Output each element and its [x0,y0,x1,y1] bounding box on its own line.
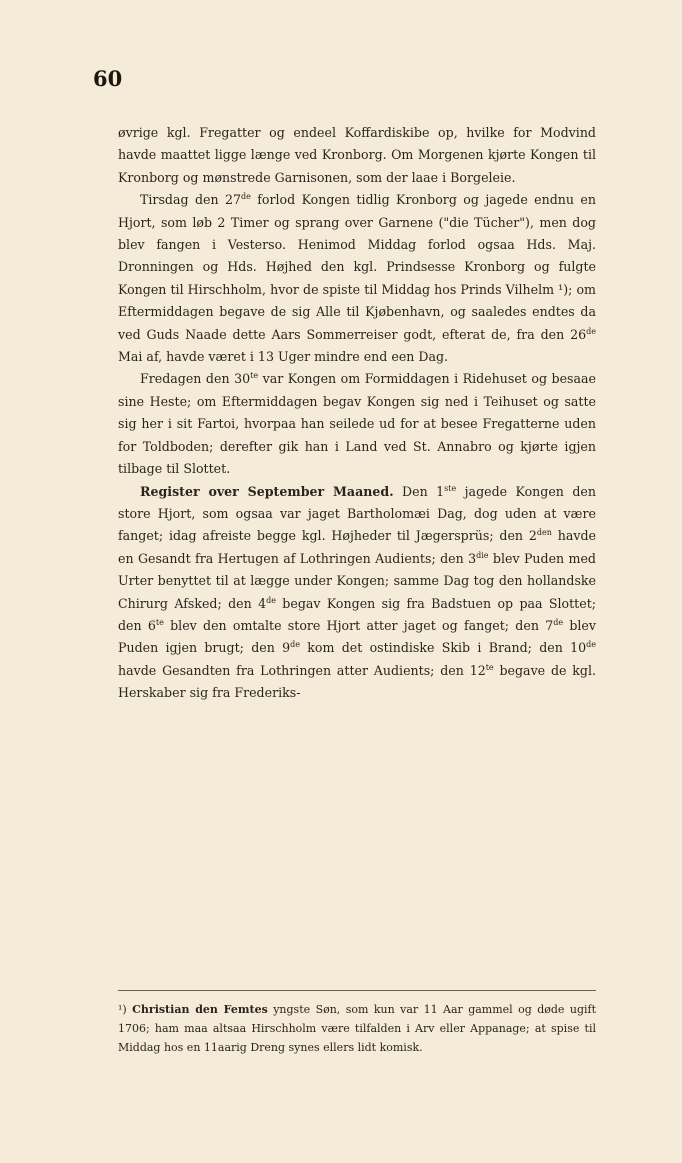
paragraph-continued: øvrige kgl. Fregatter og endeel Koffardiskibe op, hvilke for Modvind havde maattet ligge længe ved Kronborg. Om Morgenen kjørte Kongen til Kronborg og mønstrede Garnisonen, som der laae i Borgeleie. [118,125,596,185]
footnote [118,1000,596,1057]
section-heading: Register over September Maaned. [140,483,394,499]
paragraph-friday: Fredagen den $30^{te}$ var Kongen om Formiddagen i Ridehuset og besaae sine Heste; om Eftermiddagen begav Kongen sig ned i Teihuset og satte sig her i sit Fartoi, hvorpaa han seilede ud for at besee Fregatterne uden for Toldboden; derefter gik han i Land ved St. Annabro og kjørte igjen tilbage til Slottet. [118,371,596,477]
footnote-name: Christian den Femtes [132,1003,268,1016]
footnote-text: yngste Søn, som kun var 11 Aar gammel og døde ugift 1706; ham maa altsaa Hirschholm være tilfalden i Arv eller Appanage; at spise til Middag hos en 11aarig Dreng synes ellers lidt komisk. [118,1003,596,1054]
paragraph-tuesday: Tirsdag den 27de forlod Kongen tidlig Kronborg og jagede endnu en Hjort, som løb 2 Timer og sprang over Garnene ("die Tücher"), men dog blev fangen i Vesterso. Henimod Middag forlod ogsaa Hds. Maj. Dronningen og Hds. Højhed den kgl. Prindsesse Kronborg og fulgte Kongen til Hirschholm, hvor de spiste til Middag hos Prinds Vilhelm ¹); om Eftermiddagen begave de sig Alle til Kjøbenhavn, og saaledes endtes da ved Guds Naade dette Aars Sommerreiser godt, efterat de, fra den 26de Mai af, havde været i 13 Uger mindre end een Dag. [118,192,596,365]
body-text [118,122,596,705]
footnote-divider [118,990,596,991]
footnote-marker: ¹) [118,1003,127,1016]
page-number: 60 [93,66,123,91]
paragraph-september-register [118,481,596,705]
section-text: Den 1ste jagede Kongen den store Hjort, som ogsaa var jaget Bartholomæi Dag, dog uden at være fanget; idag afreiste begge kgl. Højheder til Jægersprüs; den $2^{den}$ havde en Gesandt fra Hertugen af Lothringen Audients; den $3^{die}$ blev Puden med Urter benyttet til at lægge under Kongen; samme Dag tog den hollandske Chirurg Afsked; den 4de begav Kongen sig fra Badstuen op paa Slottet; den $6^{te}$ blev den omtalte store Hjort atter jaget og fanget; den 7de blev Puden igjen brugt; den 9de kom det ostindiske Skib i Brand; den 10de havde Gesandten fra Lothringen atter Audients; den $12^{te}$ begave de kgl. Herskaber sig fra Frederiks- [118,483,597,701]
